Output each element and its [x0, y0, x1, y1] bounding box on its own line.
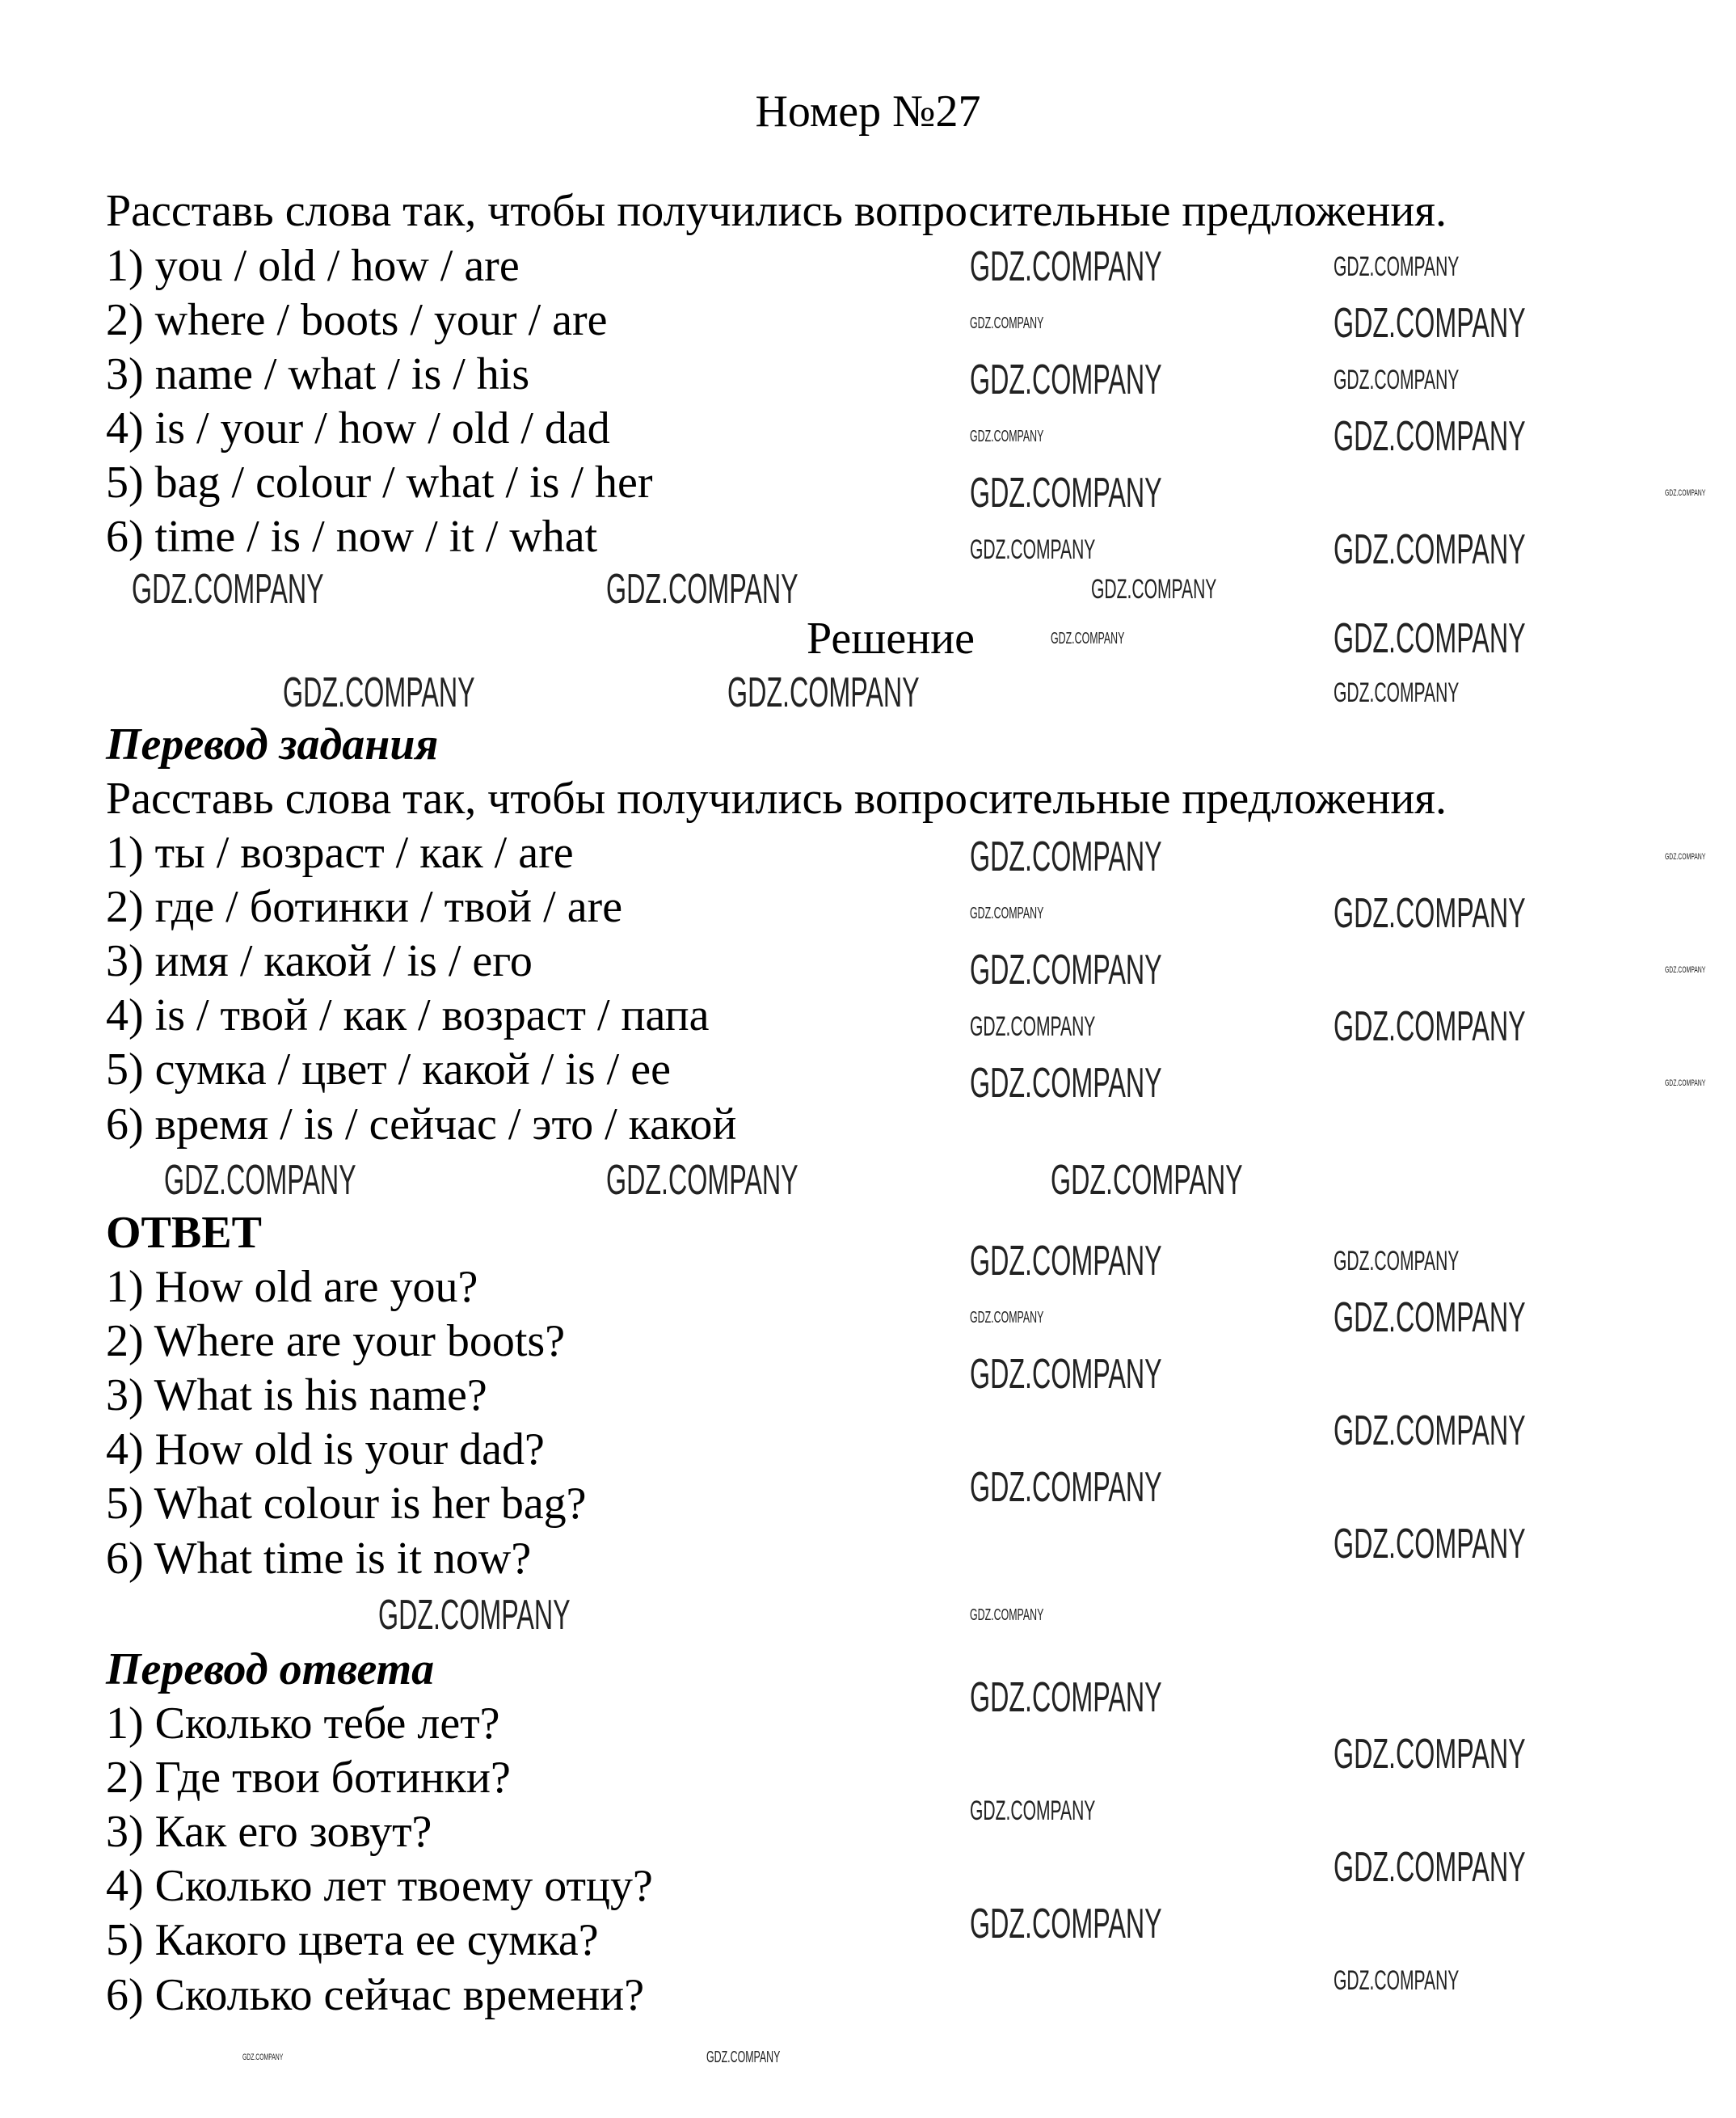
task-translation-instruction: Расставь слова так, чтобы получились вопросительные предложения.	[106, 774, 1447, 824]
watermark: GDZ.COMPANY	[1051, 1157, 1243, 1204]
watermark: GDZ.COMPANY	[606, 1157, 798, 1204]
page-title: Номер №27	[755, 86, 981, 137]
answer-translation-item: 2) Где твои ботинки?	[106, 1753, 511, 1803]
watermark: GDZ.COMPANY	[970, 1464, 1162, 1511]
watermark: GDZ.COMPANY	[1334, 365, 1460, 395]
watermark: GDZ.COMPANY	[1334, 1521, 1526, 1567]
watermark: GDZ.COMPANY	[1665, 851, 1706, 862]
watermark: GDZ.COMPANY	[970, 1901, 1162, 1947]
watermark: GDZ.COMPANY	[970, 314, 1044, 332]
task-item: 4) is / your / how / old / dad	[106, 403, 610, 454]
watermark: GDZ.COMPANY	[1334, 677, 1460, 708]
watermark: GDZ.COMPANY	[970, 947, 1162, 994]
answer-translation-heading: Перевод ответа	[106, 1644, 435, 1694]
watermark: GDZ.COMPANY	[970, 833, 1162, 880]
watermark: GDZ.COMPANY	[1091, 574, 1217, 605]
watermark: GDZ.COMPANY	[1665, 1078, 1706, 1088]
watermark: GDZ.COMPANY	[1334, 413, 1526, 460]
watermark: GDZ.COMPANY	[1334, 526, 1526, 573]
answer-translation-item: 3) Как его зовут?	[106, 1807, 432, 1857]
task-translation-item: 2) где / ботинки / твой / are	[106, 882, 623, 932]
answer-translation-item: 1) Сколько тебе лет?	[106, 1698, 500, 1749]
watermark: GDZ.COMPANY	[1334, 615, 1526, 662]
watermark: GDZ.COMPANY	[970, 1606, 1044, 1624]
watermark: GDZ.COMPANY	[1334, 251, 1460, 282]
watermark: GDZ.COMPANY	[1334, 1246, 1460, 1276]
watermark: GDZ.COMPANY	[970, 1795, 1096, 1826]
watermark: GDZ.COMPANY	[1334, 1003, 1526, 1050]
task-translation-item: 4) is / твой / как / возраст / папа	[106, 990, 710, 1040]
answer-item: 1) How old are you?	[106, 1262, 478, 1312]
watermark: GDZ.COMPANY	[1334, 1965, 1460, 1996]
task-translation-heading: Перевод задания	[106, 719, 439, 770]
task-item: 5) bag / colour / what / is / her	[106, 458, 653, 508]
watermark: GDZ.COMPANY	[970, 1060, 1162, 1107]
task-item: 6) time / is / now / it / what	[106, 512, 598, 562]
watermark: GDZ.COMPANY	[1334, 1407, 1526, 1454]
watermark: GDZ.COMPANY	[970, 1309, 1044, 1327]
watermark: GDZ.COMPANY	[970, 1011, 1096, 1042]
watermark: GDZ.COMPANY	[970, 470, 1162, 517]
task-item: 1) you / old / how / are	[106, 241, 520, 291]
solution-heading: Решение	[807, 614, 975, 664]
answer-item: 6) What time is it now?	[106, 1534, 532, 1584]
watermark: GDZ.COMPANY	[378, 1592, 571, 1639]
watermark: GDZ.COMPANY	[242, 2052, 284, 2062]
watermark: GDZ.COMPANY	[1665, 964, 1706, 975]
answer-translation-item: 6) Сколько сейчас времени?	[106, 1970, 645, 2020]
task-translation-item: 6) время / is / сейчас / это / какой	[106, 1099, 737, 1150]
task-translation-item: 5) сумка / цвет / какой / is / ее	[106, 1044, 671, 1095]
answer-translation-item: 5) Какого цвета ее сумка?	[106, 1915, 599, 1965]
watermark: GDZ.COMPANY	[970, 905, 1044, 922]
watermark: GDZ.COMPANY	[970, 243, 1162, 290]
watermark: GDZ.COMPANY	[1334, 890, 1526, 937]
answer-item: 3) What is his name?	[106, 1370, 487, 1420]
watermark: GDZ.COMPANY	[970, 1674, 1162, 1721]
watermark: GDZ.COMPANY	[970, 534, 1096, 565]
watermark: GDZ.COMPANY	[164, 1157, 356, 1204]
answer-item: 2) Where are your boots?	[106, 1316, 566, 1366]
watermark: GDZ.COMPANY	[970, 1351, 1162, 1398]
watermark: GDZ.COMPANY	[283, 669, 475, 716]
answer-item: 4) How old is your dad?	[106, 1424, 545, 1475]
watermark: GDZ.COMPANY	[727, 669, 920, 716]
task-item: 2) where / boots / your / are	[106, 295, 608, 345]
watermark: GDZ.COMPANY	[970, 1238, 1162, 1285]
watermark: GDZ.COMPANY	[1334, 1294, 1526, 1341]
watermark: GDZ.COMPANY	[1051, 630, 1125, 648]
watermark: GDZ.COMPANY	[970, 428, 1044, 445]
answer-translation-item: 4) Сколько лет твоему отцу?	[106, 1861, 653, 1911]
watermark: GDZ.COMPANY	[1334, 300, 1526, 347]
watermark: GDZ.COMPANY	[1334, 1731, 1526, 1778]
task-item: 3) name / what / is / his	[106, 349, 530, 399]
watermark: GDZ.COMPANY	[132, 566, 324, 613]
watermark: GDZ.COMPANY	[606, 566, 798, 613]
task-instruction: Расставь слова так, чтобы получились вопросительные предложения.	[106, 186, 1447, 236]
task-translation-item: 1) ты / возраст / как / are	[106, 828, 574, 878]
answer-heading: ОТВЕТ	[106, 1208, 262, 1258]
watermark: GDZ.COMPANY	[970, 357, 1162, 403]
task-translation-item: 3) имя / какой / is / его	[106, 936, 533, 986]
answer-item: 5) What colour is her bag?	[106, 1479, 587, 1529]
watermark: GDZ.COMPANY	[1334, 1844, 1526, 1891]
watermark: GDZ.COMPANY	[706, 2048, 781, 2066]
watermark: GDZ.COMPANY	[1665, 487, 1706, 498]
